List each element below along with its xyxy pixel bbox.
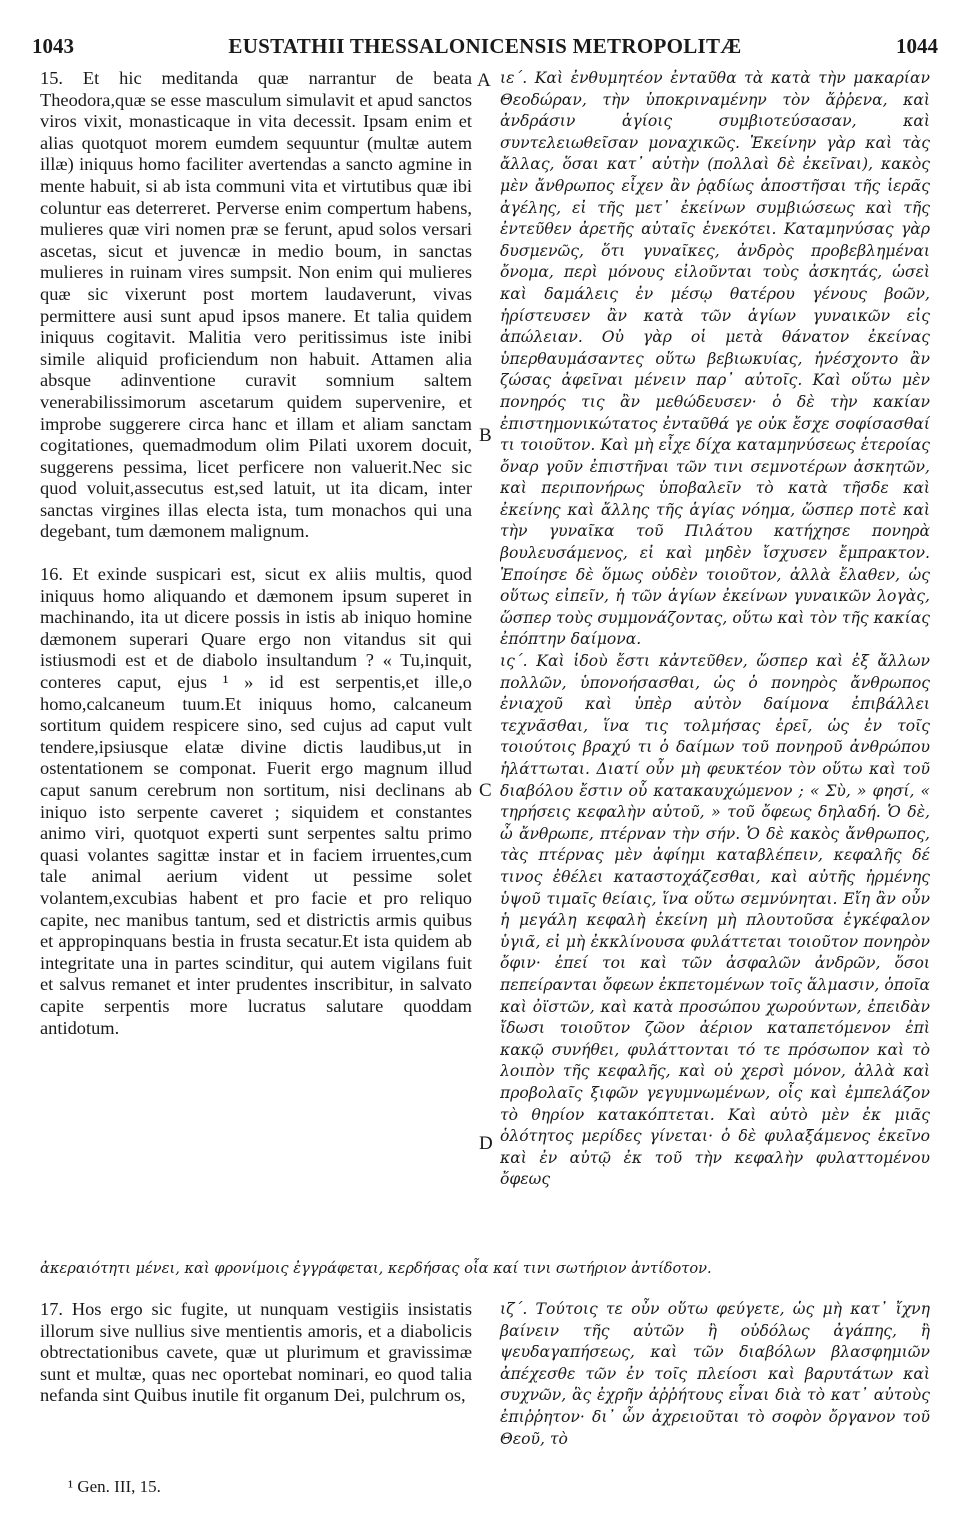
greek-paragraph-15: ιε΄. Καὶ ἐνθυμητέον ἐνταῦθα τὰ κατὰ τὴν μακαρίαν Θεοδώραν, τὴν ὑποκριναμένην τὸν ἄῤῥενα, καὶ ἀνδράσιν ἁγίοις συμβιοτεύσασαν, καὶ συντελειωθεῖσαν μοναχικῶς. Ἐκείνην γὰρ καὶ τὰς ἄλλας, ὅσαι κατ᾽ αὐτὴν (πολλαὶ δὲ ἐκεῖναι), κακὸς μὲν ἄνθρωπος εἶχεν ἂν ῥᾳδίως ἀποστῆσαι τῆς ἱερᾶς ἀγέλης, εἰ τῆς μετ᾽ ἐκείνων συμβιώσεως καὶ τῆς ἐντεῦθεν ἀρετῆς αὐταῖς ἐνεκότει. Καταμηνύσας γὰρ δυσμενῶς, ὅτι γυναῖκες, ἀνδρὸς προβεβλημέναι ὄνομα, περὶ μόνους εἰλοῦνται τοὺς ἀσκητάς, ὡσεὶ καὶ δαμάλεις ἐν μέσῳ θατέρου γένους βοῶν, ἠρίστευσεν ἂν κατὰ τῶν ἁγίων γυναικῶν εἰς ἀπώλειαν. Οὐ γὰρ οἱ μετὰ θάνατον ἐκείνας ὑπερθαυμάσαντες οὕτω βεβιωκυίας, ἠνέσχοντο ἂν ζώσας ἀφεῖναι μένειν παρ᾽ αὐτοῖς. Καὶ οὕτω μὲν πονηρός τις ἂν μεθώδευσεν· ὁ δὲ τὴν κακίαν ἐπιστημονικώτατος ἐνταῦθά γε οὐκ ἔσχε σοφίσασθαί τι τοιοῦτον. Καὶ μὴ εἶχε δίχα καταμηνύσεως ἑτεροίας ὄναρ γοῦν ἐπιστῆναι τῶν τινι σεμνοτέρων ἀσκητῶν, καὶ περιπονήρως ὑποβαλεῖν τὸ κατὰ τῆσδε καὶ ἐκείνης καὶ ἄλλης τῆς ἁγίας νόημα, ὥσπερ ποτὲ καὶ τὴν γυναῖκα τοῦ Πιλάτου κατήχησε πονηρὰ βουλευσάμενος, εἰ καὶ μηδὲν ἴσχυσεν ἔμπρακτον. Ἐποίησε δὲ ὅμως οὐδὲν τοιοῦτον, ἀλλὰ ἔλαθεν, ὡς οὕτως εἰπεῖν, ἡ τῶν ἁγίων ἐκείνων γυναικῶν λογὰς, ὥσπερ τοὺς συμμονάζοντας, οὕτω καὶ τὸν τῆς κακίας ἐπόπτην δαίμονα.	[500, 69, 930, 649]
page-number-left: 1043	[32, 34, 74, 58]
greek-column	[500, 68, 930, 1428]
latin-column	[40, 68, 472, 1428]
latin-paragraph-16: 16. Et exinde suspicari est, sicut ex aliis multis, quod iniquus homo aliquando et dæmonem ipsum superet in machinando, ita ut dicere possis in istis ab iniquo homine dæmonem superari Quare ergo non vitandus sit qui istiusmodi est et de diabolo insultandum ? « Tu,inquit, conteres caput, ejus ¹ » id est serpentis,et ille,o homo,calcaneum tuum.Et iniquus homo, calcaneum sortitum quidem respicere sino, sed cujus ad caput vult tendere,ipsiusque elatæ divine dictis laudibus,ut in ostentationem se componat. Fuerit ergo magnum illud caput sanum cerebrum non sortitum, nisi declinans ab iniquo isto serpente caveret ; siquidem et constantes animo viri, quotquot experti sunt serpentes saltu primo quasi volantes sagittæ instar et in faciem irruentes,cum tale animal aerium vident ut pessime solet volantem,excubias habent et pro facie et pro reliquo capite, nec manibus tantum, sed et districtis armis quibus et appropinquans bestia in frusta secatur.Et ista quidem ab integritate una in partes scinditur, qui autem vigilans fuit et salvus remanet et inter prudentes inscribitur, in salvato capite serpentis more lucratus salutare quoddam antidotum.	[40, 564, 472, 1038]
footnote: ¹ Gen. III, 15.	[68, 1477, 161, 1496]
greek-paragraph-16: ις΄. Καὶ ἰδοὺ ἔστι κἀντεῦθεν, ὥσπερ καὶ ἐξ ἄλλων πολλῶν, ὑπονοήσασθαι, ὡς ὁ πονηρὸς ἄνθρωπος ἐνιαχοῦ καὶ ὑπὲρ αὐτὸν δαίμονα ἐπιβάλλει τεχνᾶσθαι, ἵνα τις τολμήσας ἐρεῖ, ὡς ἐν τοῖς τοιούτοις βραχύ τι ὁ δαίμων τοῦ πονηροῦ ἀνθρώπου ἡλάττωται. Διατί οὖν μὴ φευκτέον τὸν οὕτω καὶ τοῦ διαβόλου ἔστιν οὗ κατακαυχώμενον ; « Σὺ, » φησί, « τηρήσεις κεφαλὴν αὐτοῦ, » τοῦ ὄφεως δηλαδή. Ὁ δὲ, ὦ ἄνθρωπε, πτέρναν τὴν σήν. Ὁ δὲ κακὸς ἄνθρωπος, τὰς πτέρνας μὲν ἀφίημι καταβλέπειν, κεφαλῆς δέ τινος ἐθέλει καταστοχάζεσθαι, καὶ αὐτῆς ἠρμένης ὑψοῦ τιμαῖς θείαις, ἵνα οὕτω σεμνύνηται. Εἴη ἂν οὖν ἡ μεγάλη κεφαλὴ ἐκείνη μὴ πλουτοῦσα ἐγκέφαλον ὑγιᾶ, εἰ μὴ ἐκκλίνουσα φυλάττεται τοιοῦτον πονηρὸν ὄφιν· ἐπεί τοι καὶ τῶν ἀσφαλῶν ἀνδρῶν, ὅσοι πεπείρανται ὄφεων ἐκπετομένων τοῖς ἅλμασιν, ὁποῖα καὶ ὀϊστῶν, καὶ κατὰ προσώπου χωρούντων, ἐπειδὰν ἴδωσι τοιοῦτον ζῶον ἀέριον καταπετόμενον ἐπὶ κακῷ συνήθει, φυλάττονται τό τε πρόσωπον καὶ τὸ λοιπὸν τῆς κεφαλῆς, καὶ οὐ χερσὶ μόνον, ἀλλὰ καὶ προβολαῖς ξιφῶν γεγυμνωμένων, οἷς καὶ ἐμπελάζον τὸ θηρίον κατακόπτεται. Καὶ αὐτὸ μὲν ἐκ μιᾶς ὁλότητος μερίδες γίνεται· ὁ δὲ φυλαξάμενος ἐκεῖνο καὶ ἐν αὐτῷ ἐκ τοῦ τὴν κεφαλὴν φυλαττομένου ὄφεως	[500, 652, 930, 1189]
margin-letter-a: A	[477, 70, 491, 91]
greek-continuation-line: ἀκεραιότητι μένει, καὶ φρονίμοις ἐγγράφεται, κερδήσας οἷα καί τινι σωτήριον ἀντίδοτον.	[40, 1260, 712, 1277]
latin-paragraph-15: 15. Et hic meditanda quæ narrantur de beata Theodora,quæ se esse masculum simulavit et apud sanctos viros vixit, monasticaque in vita decessit. Ipsam enim et alias quotquot morem eumdem sequuntur (multæ autem illæ) iniquus homo faciliter avertendas a sancto agmine in mente habuit, si ab ista communi vita et virtutibus quæ ibi coluntur eas deterreret. Perverse enim compertum habens, mulieres quæ viri nomen præ se ferunt, apud solos versari ascetas, sicut et juvencæ in medio boum, in sanctas mulieres in ruinam vires sumpsit. Non enim qui mulieres quæ sic vixerunt post mortem laudaverunt, vivas permittere ausi sunt apud ipsos manere. Et talia quidem iniquus cogitavit. Malitia vero peritissimus iste inibi simile aliquid proficiendum non habuit. Attamen alia absque adinventione curavit somnium saltem venerabilissimorum ascetarum quidem supervenire, et improbe suggerere circa hanc et illam et aliam sanctam cogitationes, quemadmodum olim Pilati uxorem docuit, suggerens pessima, licet perficere non valuerit.Nec sic quod voluit,assecutus est,sed latuit, ut ita dicam, inter sanctas virgines illas electa ista, tum monachos qui una degebant, tum dæmonem malignum.	[40, 68, 472, 542]
margin-letter-d: D	[479, 1133, 493, 1154]
running-title: EUSTATHII THESSALONICENSIS METROPOLITÆ	[228, 34, 742, 58]
running-header	[32, 34, 938, 60]
latin-paragraph-17: 17. Hos ergo sic fugite, ut nunquam vestigiis insistatis illorum sive nullius sive mentientis amoris, et a diabolicis obtrectationibus cavete, quæ ut plurimum et gravissimæ sunt et multæ, quas nec oportebat nominari, eo quod talia nefanda sint Quibus inutile fit organum Dei, pulchrum os,	[40, 1299, 472, 1406]
greek-paragraph-17: ιζ΄. Τούτοις τε οὖν οὕτω φεύγετε, ὡς μὴ κατ᾽ ἴχνη βαίνειν τῆς αὐτῶν ἢ οὐδόλως ἀγάπης, ἢ ψευδαγαπήσεως, καὶ τῶν διαβόλων βλασφημιῶν ἀπέχεσθε τῶν ἐν τοῖς πλείοσι καὶ βαρυτάτων καὶ συχνῶν, ἃς ἐχρῆν ἀῤῥήτους εἶναι διὰ τὸ κατ᾽ αὐτοὺς ἐπιῤῥητον· δι᾽ ὧν ἀχρειοῦται τὸ σοφὸν ὄργανον τοῦ Θεοῦ, τὸ	[500, 1300, 930, 1448]
page-number-right: 1044	[896, 34, 938, 58]
margin-letter-b: B	[479, 425, 492, 446]
margin-letter-c: C	[479, 780, 492, 801]
